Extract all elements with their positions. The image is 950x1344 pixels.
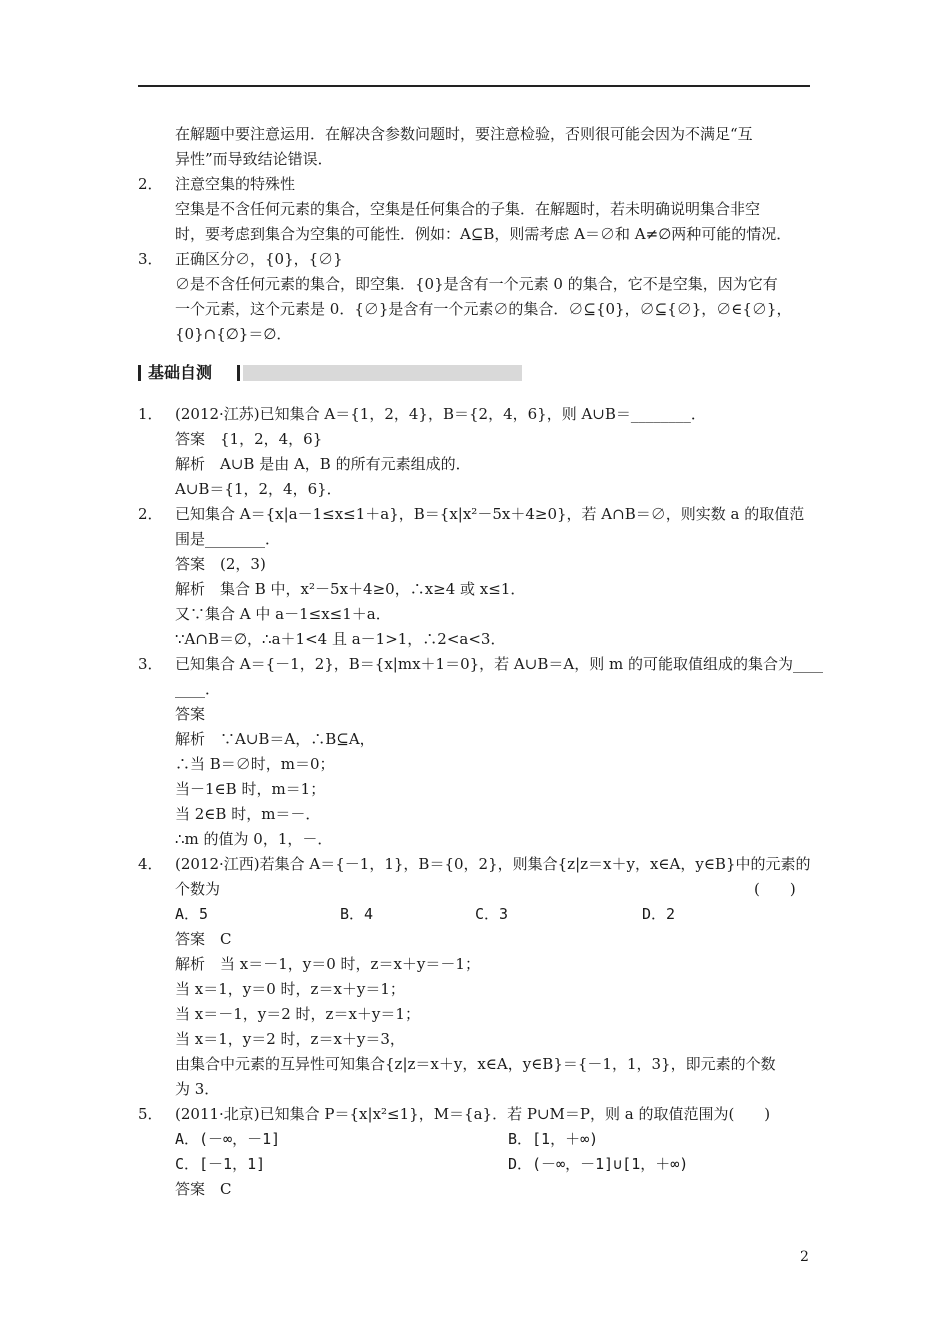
section-shade xyxy=(243,365,522,381)
q4-analysis-3: 当 x＝－1，y＝2 时，z＝x＋y＝1； xyxy=(175,1005,420,1023)
q4-option-d: D．2 xyxy=(642,905,676,923)
q4-analysis-4: 当 x＝1，y＝2 时，z＝x＋y＝3， xyxy=(175,1030,405,1048)
section-bar-right xyxy=(237,365,240,381)
q5-option-a: A．(－∞，－1] xyxy=(175,1130,281,1148)
q3-analysis-4: 当 2∈B 时，m＝－． xyxy=(175,805,321,823)
q3-analysis-1: 解析 ∵A∪B＝A，∴B⊆A， xyxy=(175,730,375,748)
q3-stem-1: 已知集合 A＝{－1，2}，B＝{x|mx＋1＝0}，若 A∪B＝A，则 m 的可能取值组成的集合为____ xyxy=(175,655,823,673)
q2-stem-1: 已知集合 A＝{x|a－1≤x≤1＋a}，B＝{x|x²－5x＋4≥0}，若 A∩B＝∅，则实数 a 的取值范 xyxy=(175,505,805,523)
point-2-line-2: 时，要考虑到集合为空集的可能性．例如：A⊆B，则需考虑 A＝∅和 A≠∅两种可能的情况． xyxy=(175,225,792,243)
q1-number: 1． xyxy=(138,405,163,423)
q4-answer-paren: ( ) xyxy=(754,880,796,898)
q5-option-b: B．[1，＋∞) xyxy=(508,1130,599,1148)
q4-analysis-1: 解析 当 x＝－1，y＝0 时，z＝x＋y＝－1； xyxy=(175,955,480,973)
q5-number: 5． xyxy=(138,1105,163,1123)
q2-stem-2: 围是________． xyxy=(175,530,281,548)
q2-analysis-3: ∵A∩B＝∅，∴a＋1<4 且 a－1>1，∴2<a<3． xyxy=(175,630,506,648)
q4-option-a: A．5 xyxy=(175,905,209,923)
point-2-title: 注意空集的特殊性 xyxy=(175,175,296,193)
q4-stem-2: 个数为 xyxy=(175,880,221,898)
q1-stem: (2012·江苏)已知集合 A＝{1，2，4}，B＝{2，4，6}，则 A∪B＝________． xyxy=(175,405,706,423)
intro-line-1: 在解题中要注意运用．在解决含参数问题时，要注意检验，否则很可能会因为不满足“互 xyxy=(175,125,753,143)
page-number: 2 xyxy=(800,1249,809,1265)
q4-analysis-5: 由集合中元素的互异性可知集合{z|z＝x＋y，x∈A，y∈B}＝{－1，1，3}，即元素的个数 xyxy=(175,1055,776,1073)
q4-answer: 答案 C xyxy=(175,930,232,948)
q3-number: 3． xyxy=(138,655,163,673)
q4-analysis-6: 为 3． xyxy=(175,1080,220,1098)
point-3-number: 3． xyxy=(138,250,163,268)
q1-answer: 答案 {1，2，4，6} xyxy=(175,430,323,448)
q2-analysis-2: 又∵集合 A 中 a－1≤x≤1＋a． xyxy=(175,605,391,623)
q5-option-c: C．[－1，1] xyxy=(175,1155,266,1173)
q4-stem-1: (2012·江西)若集合 A＝{－1，1}，B＝{0，2}，则集合{z|z＝x＋y，x∈A，y∈B}中的元素的 xyxy=(175,855,811,873)
q3-analysis-5: ∴m 的值为 0，1，－． xyxy=(175,830,333,848)
q3-analysis-2: ∴当 B＝∅时，m＝0； xyxy=(175,755,335,773)
point-2-line-1: 空集是不含任何元素的集合，空集是任何集合的子集．在解题时，若未明确说明集合非空 xyxy=(175,200,761,218)
q2-number: 2． xyxy=(138,505,163,523)
q4-option-c: C．3 xyxy=(475,905,509,923)
q3-stem-2: ____． xyxy=(175,680,221,698)
point-3-line-1: ∅是不含任何元素的集合，即空集．{0}是含有一个元素 0 的集合，它不是空集，因为它有 xyxy=(175,275,778,293)
point-3-line-3: {0}∩{∅}＝∅． xyxy=(175,325,292,343)
section-title: 基础自测 xyxy=(148,363,213,382)
q5-stem: (2011·北京)已知集合 P＝{x|x²≤1}，M＝{a}．若 P∪M＝P，则 a 的取值范围为( ) xyxy=(175,1105,771,1123)
section-bar-left xyxy=(138,365,141,381)
q4-number: 4． xyxy=(138,855,163,873)
q2-answer: 答案 (2，3) xyxy=(175,555,266,573)
section-heading xyxy=(138,363,522,383)
point-2-number: 2． xyxy=(138,175,163,193)
q5-option-d: D．(－∞，－1]∪[1，＋∞) xyxy=(508,1155,689,1173)
q2-analysis-1: 解析 集合 B 中，x²－5x＋4≥0，∴x≥4 或 x≤1． xyxy=(175,580,526,598)
q5-answer: 答案 C xyxy=(175,1180,232,1198)
q1-analysis-1: 解析 A∪B 是由 A，B 的所有元素组成的． xyxy=(175,455,471,473)
header-rule xyxy=(138,85,810,87)
q4-analysis-2: 当 x＝1，y＝0 时，z＝x＋y＝1； xyxy=(175,980,405,998)
q3-answer: 答案 xyxy=(175,705,206,723)
q1-analysis-2: A∪B＝{1，2，4，6}． xyxy=(175,480,342,498)
point-3-line-2: 一个元素，这个元素是 0．{∅}是含有一个元素∅的集合．∅⊆{0}，∅⊆{∅}，∅∈{∅}， xyxy=(175,300,792,318)
intro-line-2: 异性”而导致结论错误． xyxy=(175,150,333,168)
q3-analysis-3: 当－1∈B 时，m＝1； xyxy=(175,780,326,798)
q4-option-b: B．4 xyxy=(340,905,374,923)
point-3-title: 正确区分∅，{0}，{∅} xyxy=(175,250,343,268)
